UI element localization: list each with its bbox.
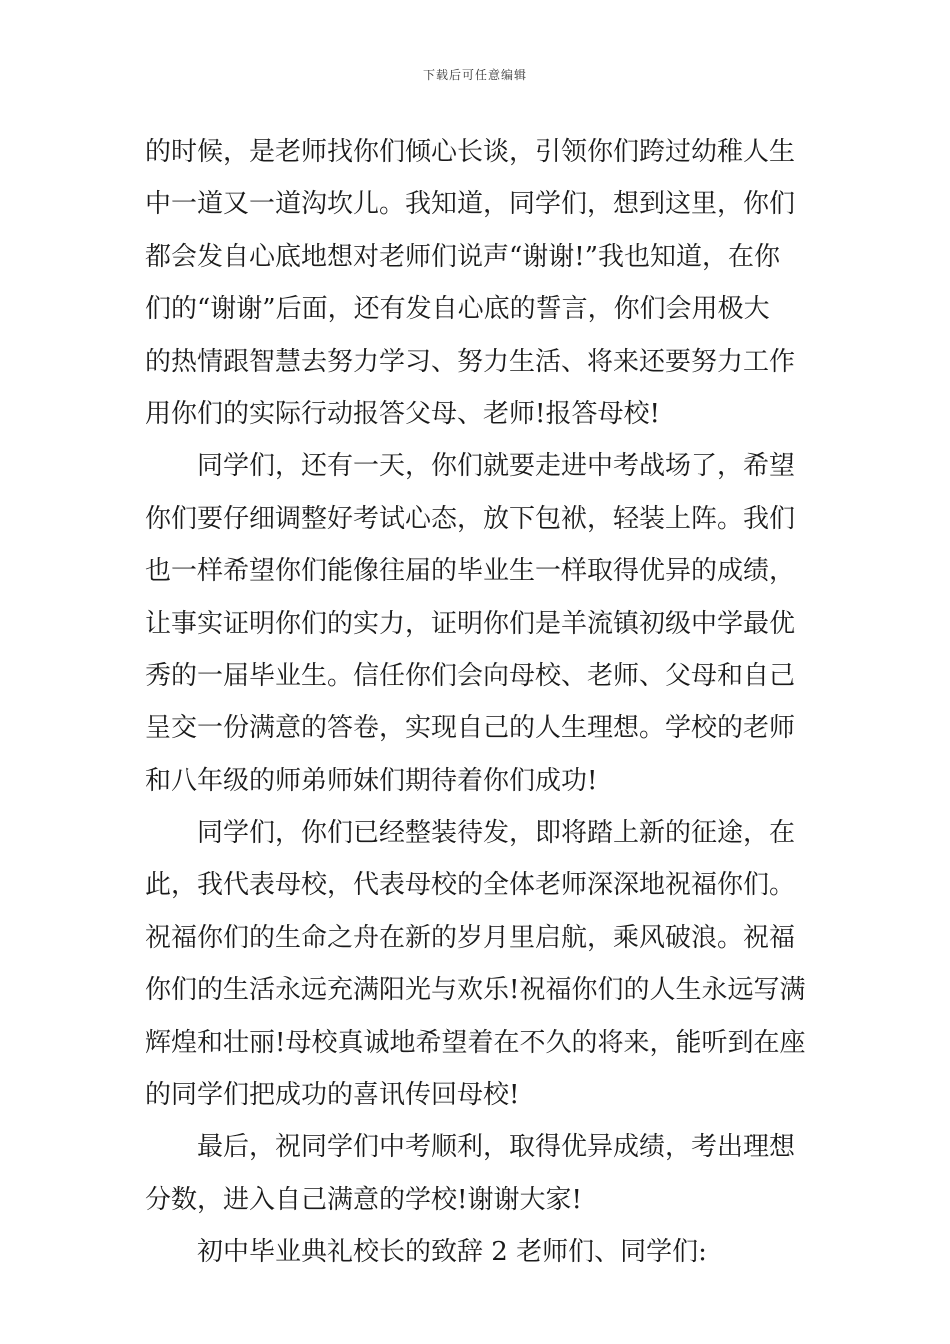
text-line: 和八年级的师弟师妹们期待着你们成功! — [145, 765, 598, 796]
text-line: 祝福你们的生命之舟在新的岁月里启航，乘风破浪。祝福 — [145, 922, 796, 953]
text-line: 用你们的实际行动报答父母、老师!报答母校! — [145, 398, 660, 429]
text-line: 此，我代表母校，代表母校的全体老师深深地祝福你们。 — [145, 870, 796, 901]
text-line: 的热情跟智慧去努力学习、努力生活、将来还要努力工作 — [145, 346, 796, 377]
text-line: 秀的一届毕业生。信任你们会向母校、老师、父母和自己 — [145, 660, 796, 691]
paragraph-first-line: 同学们，还有一天，你们就要走进中考战场了，希望 — [197, 451, 796, 482]
text-line: 你们要仔细调整好考试心态，放下包袱，轻装上阵。我们 — [145, 503, 796, 534]
text-line: 辉煌和壮丽!母校真诚地希望着在不久的将来，能听到在座 — [145, 1027, 806, 1058]
text-line: 也一样希望你们能像往届的毕业生一样取得优异的成绩， — [145, 556, 796, 587]
text-line: 的同学们把成功的喜讯传回母校! — [145, 1080, 520, 1111]
document-body — [145, 126, 809, 1279]
paragraph-first-line: 最后，祝同学们中考顺利，取得优异成绩，考出理想 — [197, 1132, 796, 1163]
text-line: 让事实证明你们的实力，证明你们是羊流镇初级中学最优 — [145, 608, 796, 639]
text-line: 你们的生活永远充满阳光与欢乐!祝福你们的人生永远写满 — [145, 975, 806, 1006]
text-line: 都会发自心底地想对老师们说声“谢谢!”我也知道，在你 — [145, 241, 781, 272]
section-heading-line: 初中毕业典礼校长的致辞 2 老师们、同学们: — [197, 1237, 707, 1268]
page-header: 下载后可任意编辑 — [422, 68, 527, 82]
text-line: 呈交一份满意的答卷，实现自己的人生理想。学校的老师 — [145, 713, 796, 744]
text-line: 分数，进入自己满意的学校!谢谢大家! — [145, 1184, 582, 1215]
text-line: 中一道又一道沟坎儿。我知道，同学们，想到这里，你们 — [145, 189, 796, 220]
text-line: 的时候，是老师找你们倾心长谈，引领你们跨过幼稚人生 — [145, 137, 796, 167]
paragraph-first-line: 同学们，你们已经整装待发，即将踏上新的征途，在 — [197, 818, 796, 849]
text-line: 们的“谢谢”后面，还有发自心底的誓言，你们会用极大 — [145, 294, 770, 325]
